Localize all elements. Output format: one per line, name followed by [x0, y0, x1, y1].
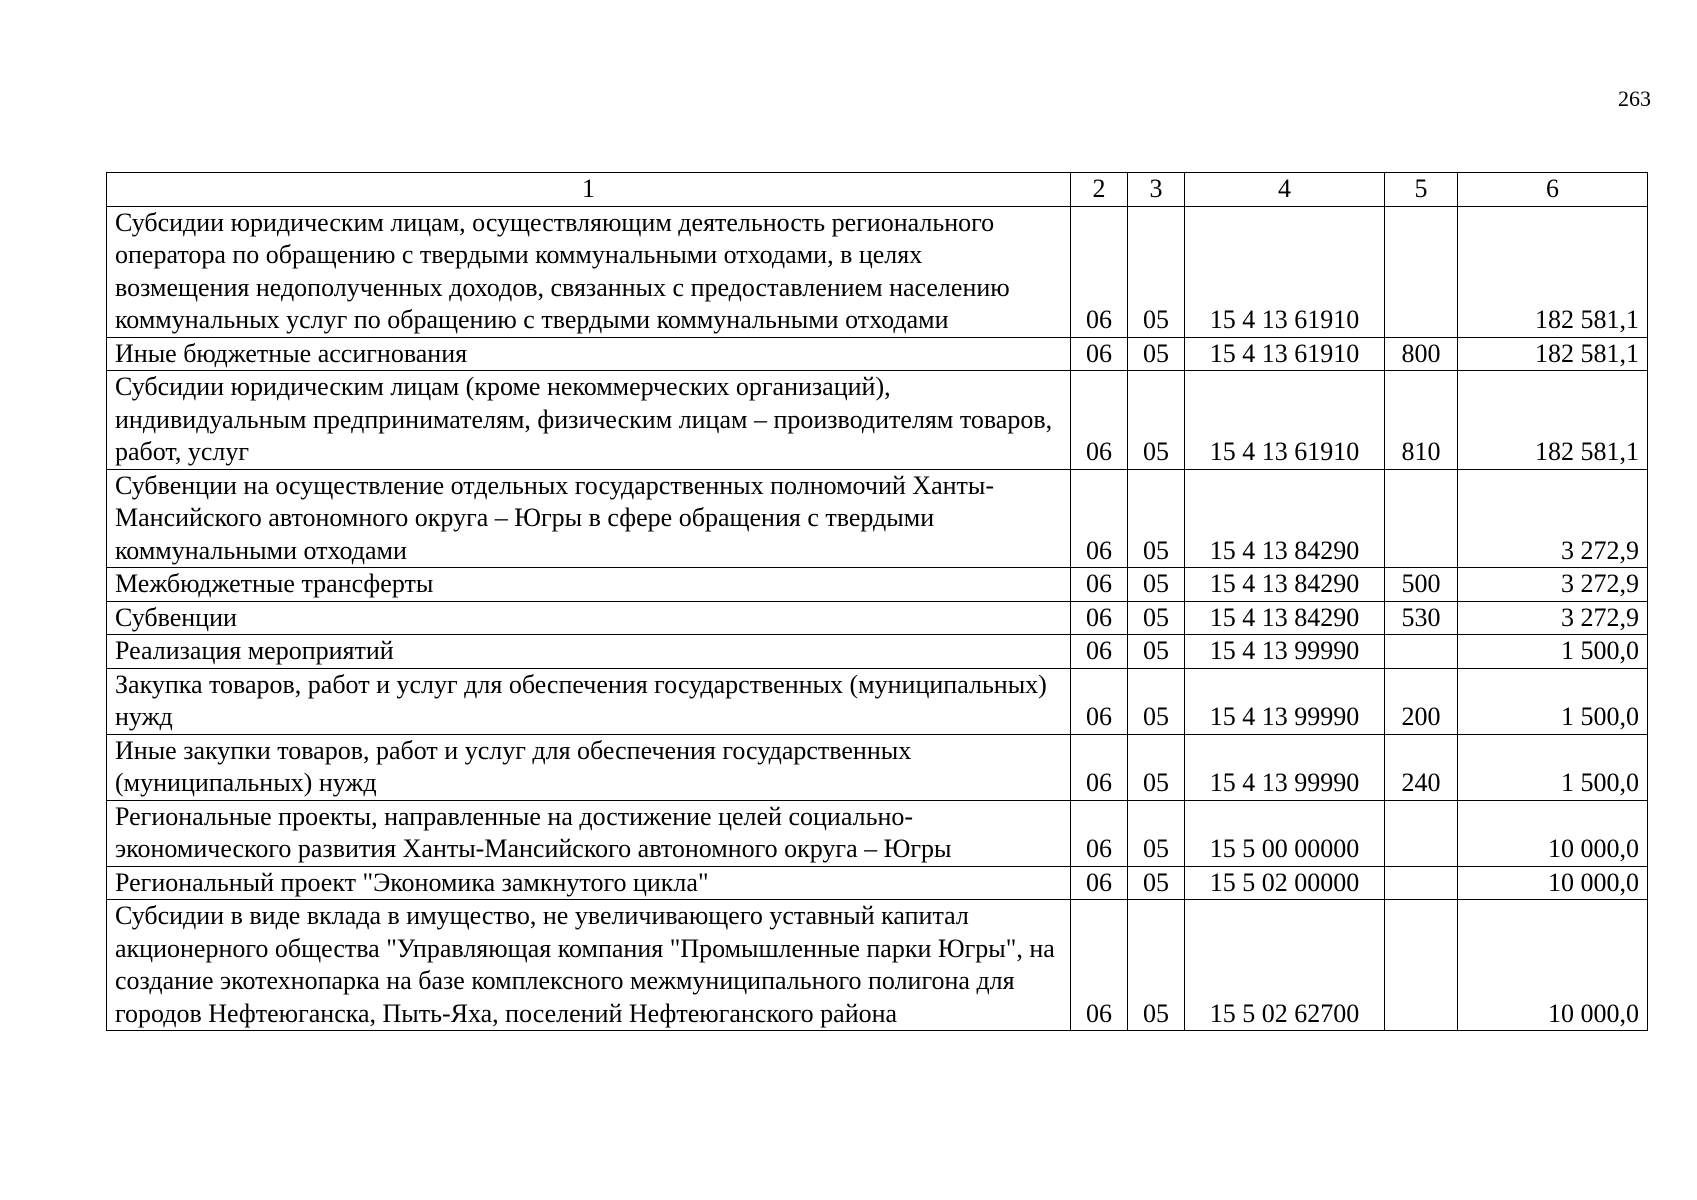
- table-row: [107, 568, 1648, 602]
- header-cell-1: 1: [107, 173, 1071, 207]
- row-name: Иные закупки товаров, работ и услуг для обеспечения государственных (муниципальных) нужд: [107, 734, 1071, 800]
- row-name: Региональные проекты, направленные на достижение целей социально-экономического развития Ханты-Мансийского автономного округа – Югры: [107, 800, 1071, 866]
- row-name: Субвенции на осуществление отдельных государственных полномочий Ханты-Мансийского автономного округа – Югры в сфере обращения с твердыми коммунальными отходами: [107, 469, 1071, 568]
- row-amount: 182 581,1: [1458, 206, 1648, 337]
- row-target-code: 15 5 02 00000: [1185, 866, 1385, 900]
- row-section: 06: [1071, 900, 1128, 1031]
- row-target-code: 15 4 13 84290: [1185, 469, 1385, 568]
- row-target-code: 15 5 02 62700: [1185, 900, 1385, 1031]
- table-row: [107, 800, 1648, 866]
- row-target-code: 15 4 13 99990: [1185, 668, 1385, 734]
- row-expense-type: 200: [1385, 668, 1458, 734]
- header-cell-5: 5: [1385, 173, 1458, 207]
- header-cell-6: 6: [1458, 173, 1648, 207]
- row-name: Субсидии в виде вклада в имущество, не увеличивающего уставный капитал акционерного общества "Управляющая компания "Промышленные парки Югры", на создание экотехнопарка на базе комплексного межмуниципального полигона для городов Нефтеюганска, Пыть-Яха, поселений Нефтеюганского района: [107, 900, 1071, 1031]
- row-section: 06: [1071, 866, 1128, 900]
- row-expense-type: 800: [1385, 337, 1458, 371]
- row-subsection: 05: [1128, 800, 1185, 866]
- table-row: [107, 635, 1648, 669]
- row-name: Закупка товаров, работ и услуг для обеспечения государственных (муниципальных) нужд: [107, 668, 1071, 734]
- row-name: Межбюджетные трансферты: [107, 568, 1071, 602]
- row-subsection: 05: [1128, 601, 1185, 635]
- row-name: Субсидии юридическим лицам, осуществляющим деятельность регионального оператора по обращению с твердыми коммунальными отходами, в целях возмещения недополученных доходов, связанных с предоставлением населению коммунальных услуг по обращению с твердыми коммунальными отходами: [107, 206, 1071, 337]
- table-row: [107, 601, 1648, 635]
- row-amount: 3 272,9: [1458, 469, 1648, 568]
- table-row: [107, 206, 1648, 337]
- row-expense-type: [1385, 206, 1458, 337]
- table-row: [107, 371, 1648, 470]
- row-section: 06: [1071, 635, 1128, 669]
- row-section: 06: [1071, 337, 1128, 371]
- row-section: 06: [1071, 371, 1128, 470]
- table-row: [107, 734, 1648, 800]
- row-subsection: 05: [1128, 900, 1185, 1031]
- row-name: Реализация мероприятий: [107, 635, 1071, 669]
- row-target-code: 15 4 13 61910: [1185, 206, 1385, 337]
- row-subsection: 05: [1128, 734, 1185, 800]
- row-target-code: 15 4 13 61910: [1185, 371, 1385, 470]
- row-expense-type: [1385, 469, 1458, 568]
- row-subsection: 05: [1128, 568, 1185, 602]
- row-subsection: 05: [1128, 866, 1185, 900]
- table-row: [107, 337, 1648, 371]
- row-amount: 10 000,0: [1458, 800, 1648, 866]
- row-subsection: 05: [1128, 371, 1185, 470]
- row-amount: 10 000,0: [1458, 900, 1648, 1031]
- row-expense-type: [1385, 800, 1458, 866]
- row-section: 06: [1071, 601, 1128, 635]
- row-name: Субсидии юридическим лицам (кроме некоммерческих организаций), индивидуальным предпринимателям, физическим лицам – производителям товаров, работ, услуг: [107, 371, 1071, 470]
- row-expense-type: 810: [1385, 371, 1458, 470]
- row-section: 06: [1071, 668, 1128, 734]
- row-target-code: 15 4 13 99990: [1185, 734, 1385, 800]
- row-name: Региональный проект "Экономика замкнутого цикла": [107, 866, 1071, 900]
- row-subsection: 05: [1128, 668, 1185, 734]
- row-amount: 182 581,1: [1458, 371, 1648, 470]
- row-expense-type: [1385, 866, 1458, 900]
- row-subsection: 05: [1128, 635, 1185, 669]
- row-expense-type: 240: [1385, 734, 1458, 800]
- row-subsection: 05: [1128, 337, 1185, 371]
- header-cell-2: 2: [1071, 173, 1128, 207]
- row-expense-type: [1385, 900, 1458, 1031]
- page-number: 263: [1618, 86, 1651, 111]
- row-expense-type: 530: [1385, 601, 1458, 635]
- row-section: 06: [1071, 800, 1128, 866]
- row-amount: 3 272,9: [1458, 568, 1648, 602]
- row-amount: 1 500,0: [1458, 635, 1648, 669]
- header-cell-4: 4: [1185, 173, 1385, 207]
- table-row: [107, 900, 1648, 1031]
- row-target-code: 15 4 13 99990: [1185, 635, 1385, 669]
- row-section: 06: [1071, 206, 1128, 337]
- row-section: 06: [1071, 469, 1128, 568]
- budget-table: [106, 172, 1648, 1031]
- header-row: [107, 173, 1648, 207]
- table-row: [107, 866, 1648, 900]
- row-subsection: 05: [1128, 206, 1185, 337]
- row-target-code: 15 4 13 84290: [1185, 601, 1385, 635]
- row-amount: 1 500,0: [1458, 668, 1648, 734]
- row-amount: 1 500,0: [1458, 734, 1648, 800]
- header-cell-3: 3: [1128, 173, 1185, 207]
- row-name: Иные бюджетные ассигнования: [107, 337, 1071, 371]
- row-expense-type: 500: [1385, 568, 1458, 602]
- row-target-code: 15 4 13 61910: [1185, 337, 1385, 371]
- table-row: [107, 668, 1648, 734]
- row-amount: 10 000,0: [1458, 866, 1648, 900]
- row-expense-type: [1385, 635, 1458, 669]
- row-target-code: 15 4 13 84290: [1185, 568, 1385, 602]
- row-section: 06: [1071, 568, 1128, 602]
- table-row: [107, 469, 1648, 568]
- row-section: 06: [1071, 734, 1128, 800]
- row-amount: 182 581,1: [1458, 337, 1648, 371]
- row-name: Субвенции: [107, 601, 1071, 635]
- row-amount: 3 272,9: [1458, 601, 1648, 635]
- row-target-code: 15 5 00 00000: [1185, 800, 1385, 866]
- row-subsection: 05: [1128, 469, 1185, 568]
